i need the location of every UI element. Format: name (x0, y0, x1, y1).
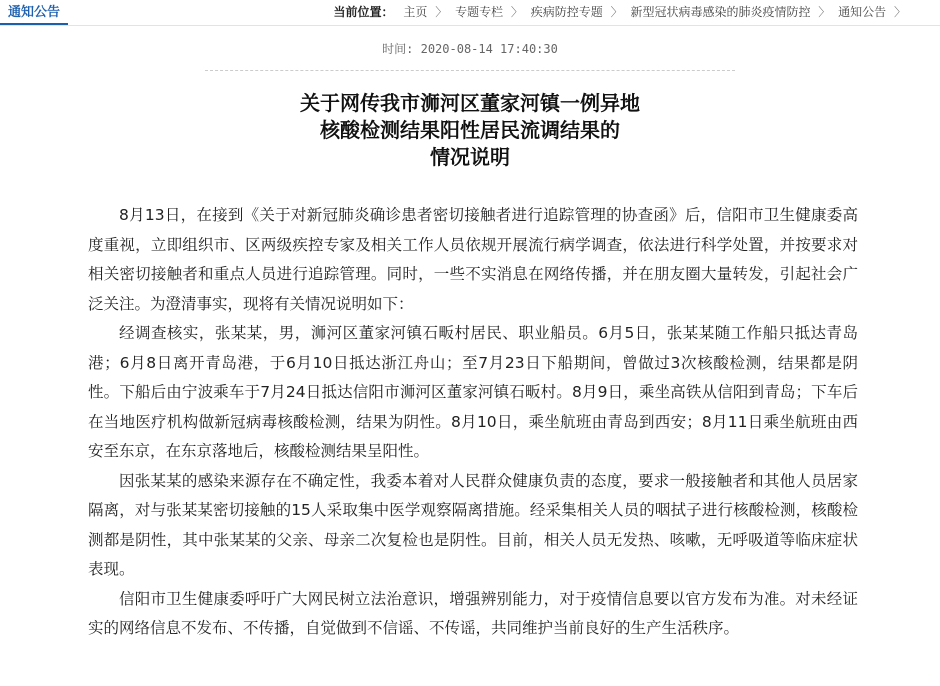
breadcrumb-home[interactable]: 主页 (403, 5, 428, 19)
chevron-right-icon: 〉 (610, 5, 623, 19)
top-bar (0, 0, 940, 26)
chevron-right-icon: 〉 (435, 5, 448, 19)
breadcrumb-covid-prevention[interactable]: 新型冠状病毒感染的肺炎疫情防控 (630, 5, 811, 19)
breadcrumb-disease-control[interactable]: 疾病防控专题 (530, 5, 603, 19)
paragraph: 因张某某的感染来源存在不确定性，我委本着对人民群众健康负责的态度，要求一般接触者和其他人员居家隔离，对与张某某密切接触的15人采取集中医学观察隔离措施。经采集相关人员的咽拭子进行核酸检测，核酸检测都是阴性，其中张某某的父亲、母亲二次复检也是阴性。目前，相关人员无发热、咳嗽，无呼吸道等临床症状表现。 (88, 471, 858, 578)
paragraph: 经调查核实，张某某，男，浉河区董家河镇石畈村居民、职业船员。6月5日，张某某随工作船只抵达青岛港；6月8日离开青岛港，于6月10日抵达浙江舟山；至7月23日下船期间，曾做过3次核酸检测，结果都是阴性。下船后由宁波乘车于7月24日抵达信阳市浉河区董家河镇石畈村。8月9日，乘坐高铁从信阳到青岛；下车后在当地医疗机构做新冠病毒核酸检测，结果为阴性。8月10日，乘坐航班由青岛到西安；8月11日乘坐航班由西安至东京，在东京落地后，核酸检测结果呈阳性。 (88, 324, 858, 460)
breadcrumb (334, 0, 910, 25)
chevron-right-icon: 〉 (893, 5, 906, 19)
divider (205, 70, 735, 71)
paragraph: 8月13日，在接到《关于对新冠肺炎确诊患者密切接触者进行追踪管理的协查函》后，信阳市卫生健康委高度重视，立即组织市、区两级疾控专家及相关工作人员依规开展流行病学调查，依法进行科学处置，并按要求对相关密切接触者和重点人员进行追踪管理。同时，一些不实消息在网络传播，并在朋友圈大量转发，引起社会广泛关注。为澄清事实，现将有关情况说明如下： (88, 206, 858, 313)
article-title (0, 90, 940, 171)
breadcrumb-special-topics[interactable]: 专题专栏 (455, 5, 504, 19)
article-body (88, 201, 858, 644)
title-line: 关于网传我市浉河区董家河镇一例异地 (300, 91, 640, 115)
publish-time: 时间: 2020-08-14 17:40:30 (382, 42, 558, 56)
section-tab-notices[interactable]: 通知公告 (0, 0, 68, 25)
chevron-right-icon: 〉 (818, 5, 831, 19)
chevron-right-icon: 〉 (510, 5, 523, 19)
breadcrumb-notices[interactable]: 通知公告 (838, 5, 887, 19)
breadcrumb-label: 当前位置： (333, 5, 394, 19)
paragraph: 信阳市卫生健康委呼吁广大网民树立法治意识，增强辨别能力，对于疫情信息要以官方发布为准。对未经证实的网络信息不发布、不传播，自觉做到不信谣、不传谣，共同维护当前良好的生产生活秩序。 (88, 589, 858, 637)
title-line: 核酸检测结果阳性居民流调结果的 (320, 118, 620, 142)
title-line: 情况说明 (430, 145, 510, 169)
